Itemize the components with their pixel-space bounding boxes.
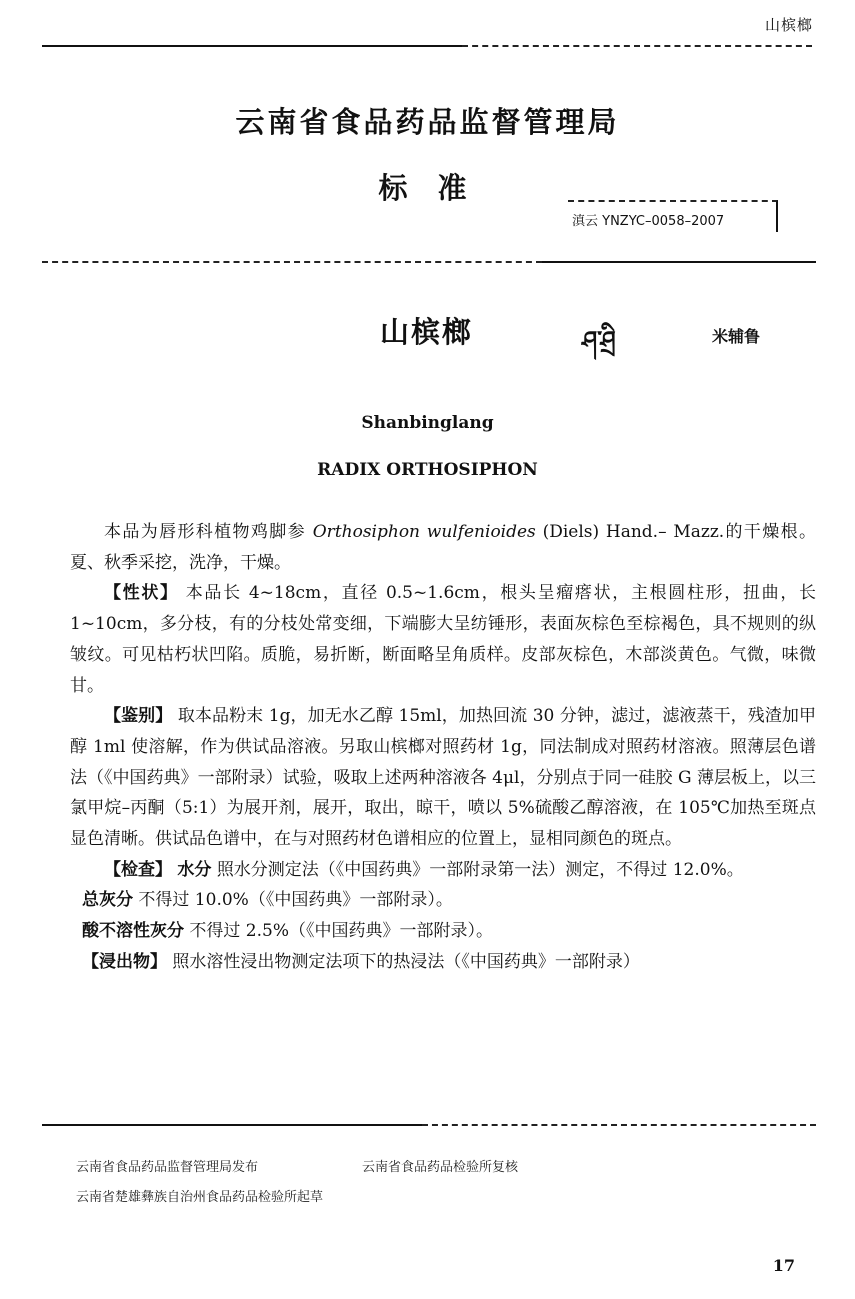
- footer-rule-dashed: [422, 1124, 816, 1126]
- standard-label: 标 准: [378, 171, 477, 205]
- drug-name-chinese: 山槟榔: [380, 315, 474, 349]
- footer-issued-by: 云南省食品药品监督管理局发布: [76, 1160, 259, 1175]
- running-head: 山槟榔: [764, 16, 813, 34]
- footer-drafted-by: 云南省楚雄彝族自治州食品药品检验所起草: [76, 1190, 324, 1205]
- identification-text: 取本品粉末 1g，加无水乙醇 15ml，加热回流 30 分钟，滤过，滤液蒸干，残渣加甲醇 1ml 使溶解，作为供试品溶液。另取山槟榔对照药材 1g，同法制成对照药材溶液。照薄层色谱法（《中国药典》一部附录）试验，吸取上述两种溶液各 4μl，分别点于同一硅胶 G 薄层板上，以三氯甲烷–丙酮（5:1）为展开剂，展开，取出，晾干，喷以 5%硫酸乙醇溶液，在 105℃加热至斑点显色清晰。供试品色谱中，在与对照药材色谱相应的位置上，显相同颜色的斑点。: [70, 706, 817, 850]
- total-ash-heading: 总灰分: [82, 890, 133, 911]
- identification-paragraph: [70, 701, 816, 855]
- footer-rule: [42, 1124, 422, 1126]
- extract-text: 照水溶性浸出物测定法项下的热浸法（《中国药典》一部附录）: [172, 951, 640, 972]
- extract-paragraph: [70, 947, 816, 978]
- header-rule: [542, 261, 816, 263]
- acid-ash-paragraph: [70, 916, 816, 947]
- identification-heading: 【鉴别】: [104, 706, 173, 727]
- water-text: 照水分测定法（《中国药典》一部附录第一法）测定，不得过 12.0%。: [216, 859, 744, 880]
- drug-name-latin: RADIX ORTHOSIPHON: [317, 460, 538, 480]
- header-rule-dashed: [42, 261, 542, 263]
- character-heading: 【性状】: [104, 583, 179, 604]
- standard-number: 滇云 YNZYC–0058–2007: [572, 214, 725, 229]
- total-ash-text: 不得过 10.0%（《中国药典》一部附录）。: [138, 890, 453, 911]
- top-rule: [42, 45, 462, 47]
- character-paragraph: [70, 578, 816, 701]
- species-name: Orthosiphon wulfenioides: [312, 522, 536, 542]
- check-heading: 【检查】: [104, 859, 172, 880]
- character-text: 本品长 4~18cm，直径 0.5~1.6cm，根头呈瘤瘩状，主根圆柱形，扭曲，长 1~10cm，多分枝，有的分枝处常变细，下端膨大呈纺锤形，表面灰棕色至棕褐色，具不规则的纵皱纹。可见枯朽状凹陷。质脆，易折断，断面略呈角质样。皮部灰棕色，木部淡黄色。气微，味微甘。: [70, 583, 816, 696]
- total-ash-paragraph: [70, 885, 816, 916]
- drug-name-pinyin: Shanbinglang: [361, 413, 494, 433]
- intro-text-b: (Diels) Hand.– Mazz.的干燥根。夏、秋季采挖，洗净，干燥。: [70, 522, 817, 573]
- page-number: 17: [772, 1256, 795, 1275]
- footer-reviewed-by: 云南省食品药品检验所复核: [362, 1160, 519, 1175]
- top-rule-dashed: [462, 45, 812, 47]
- extract-heading: 【浸出物】: [82, 951, 167, 972]
- acid-ash-text: 不得过 2.5%（《中国药典》一部附录）。: [189, 921, 493, 942]
- monograph-body: [70, 517, 816, 978]
- water-heading: 水分: [177, 859, 212, 880]
- intro-paragraph: [70, 517, 816, 578]
- intro-text-a: 本品为唇形科植物鸡脚参: [104, 522, 306, 542]
- issuer-title: 云南省食品药品监督管理局: [235, 105, 620, 139]
- check-paragraph: [70, 855, 816, 886]
- drug-name-other: 米辅鲁: [712, 327, 761, 346]
- drug-name-tibetan: ཤ་ཤྲི: [582, 326, 616, 354]
- acid-ash-heading: 酸不溶性灰分: [82, 921, 184, 942]
